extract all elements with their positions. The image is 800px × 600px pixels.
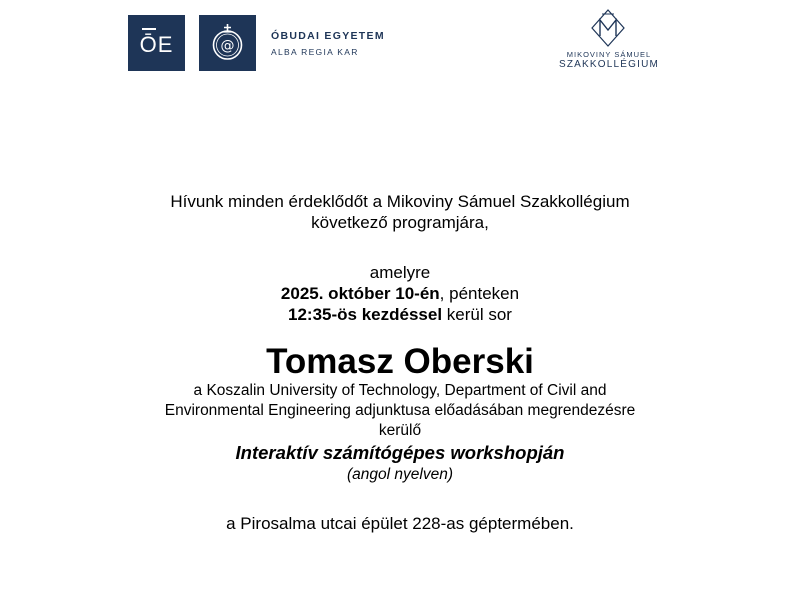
invitation-line-1: Hívunk minden érdeklődőt a Mikoviny Sámuel Szakkollégium [170, 192, 630, 211]
mikoviny-name: MIKOVINY SÁMUEL [566, 50, 652, 59]
event-language: (angol nyelven) [347, 466, 453, 483]
event-date [0, 283, 800, 304]
event-time-rest: kerül sor [442, 305, 512, 324]
oe-logo-macron [142, 28, 156, 30]
university-name: ÓBUDAI EGYETEM [271, 30, 385, 42]
event-date-bold: 2025. október 10-én [280, 284, 440, 303]
invitation-line-2: következő programjára, [311, 213, 489, 232]
event-title: Interaktív számítógépes workshopján [235, 442, 565, 463]
speaker-name: Tomasz Oberski [266, 342, 534, 381]
mikoviny-monogram-icon [590, 8, 626, 48]
speaker-affiliation-3: kerülő [378, 422, 422, 439]
university-seal-graphic [199, 15, 256, 71]
oe-logo [128, 15, 185, 71]
event-location: a Pirosalma utcai épület 228-as géptermében. [226, 514, 574, 533]
svg-text:@: @ [220, 38, 235, 54]
invitation-line-3: amelyre [369, 263, 431, 282]
invitation-body [0, 191, 800, 534]
mikoviny-college: SZAKKOLLÉGIUM [558, 59, 660, 70]
university-faculty: ALBA REGIA KAR [271, 47, 359, 57]
university-seal-icon [199, 15, 256, 71]
speaker-affiliation-1: a Koszalin University of Technology, Department of Civil and [193, 382, 607, 399]
speaker-affiliation-2: Environmental Engineering adjunktusa előadásában megrendezésre [164, 402, 636, 419]
event-time [0, 304, 800, 325]
event-date-weekday: , pénteken [439, 284, 520, 303]
mikoviny-monogram-graphic [590, 8, 626, 48]
oe-logo-text: ŌE [139, 32, 174, 57]
event-time-bold: 12:35-ös kezdéssel [288, 305, 443, 324]
